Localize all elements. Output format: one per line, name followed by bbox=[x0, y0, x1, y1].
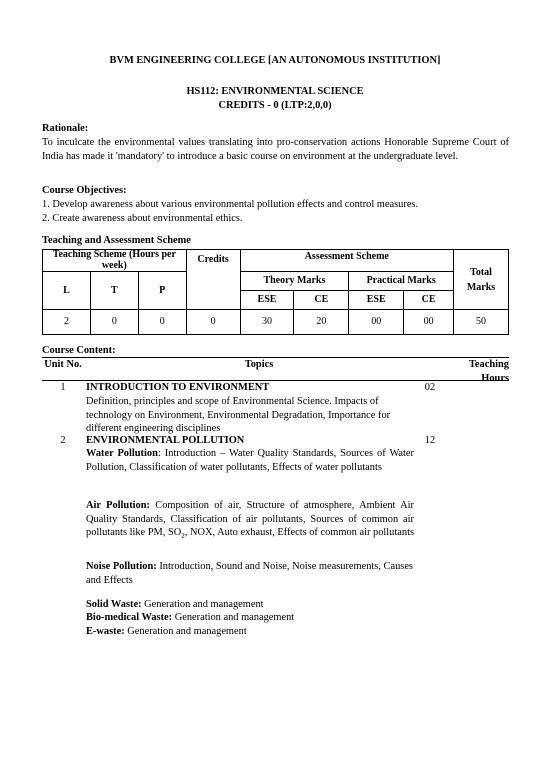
value-theory-ce: 20 bbox=[294, 310, 349, 335]
air-pollution-section bbox=[86, 499, 414, 542]
water-pollution-text: : Introduction – Water Quality Standards, Sources of Water Pollution, Classification of water pollutants, Effects of water pollutants bbox=[86, 448, 414, 473]
value-c: 0 bbox=[186, 310, 240, 335]
bio-medical-waste-section bbox=[86, 611, 414, 625]
total-marks-header bbox=[454, 250, 509, 310]
unit-number: 1 bbox=[60, 382, 66, 393]
credits-header: Credits bbox=[186, 250, 240, 310]
rationale-text: To inculcate the environmental values translating into pro-conservation actions Honorable Supreme Court of India has made it 'mandatory' to introduce a basic course on environment at the undergraduate level. bbox=[42, 137, 509, 162]
l-header: L bbox=[43, 272, 91, 310]
air-pollution-subscript: 2 bbox=[181, 532, 185, 541]
course-title: HS112: ENVIRONMENTAL SCIENCE bbox=[186, 86, 364, 97]
practical-ese-header: ESE bbox=[349, 291, 404, 310]
unit-hours: 02 bbox=[424, 382, 436, 393]
scheme-table bbox=[42, 249, 509, 335]
p-header: P bbox=[138, 272, 186, 310]
unit-title: INTRODUCTION TO ENVIRONMENT bbox=[86, 382, 270, 393]
value-theory-ese: 30 bbox=[240, 310, 294, 335]
air-pollution-label: Air Pollution: bbox=[86, 500, 150, 511]
theory-ce-header: CE bbox=[294, 291, 349, 310]
value-total: 50 bbox=[454, 310, 509, 335]
noise-pollution-section bbox=[86, 560, 414, 587]
objectives-list bbox=[42, 198, 418, 225]
air-pollution-text-cont: , NOX, Auto exhaust, Effects of common air pollutants bbox=[184, 527, 414, 539]
unit-hours: 12 bbox=[424, 435, 436, 446]
teaching-hours-header: Teaching Hours bbox=[468, 359, 509, 384]
theory-ese-header: ESE bbox=[240, 291, 294, 310]
course-credits: CREDITS - 0 (LTP:2,0,0) bbox=[218, 100, 332, 111]
noise-pollution-text: Introduction, Sound and Noise, Noise measurements, Causes and Effects bbox=[86, 561, 413, 586]
value-practical-ce: 00 bbox=[404, 310, 454, 335]
practical-ce-header: CE bbox=[404, 291, 454, 310]
total-label: Total bbox=[470, 266, 492, 278]
rationale-heading: Rationale: bbox=[42, 123, 89, 134]
unit-description: Definition, principles and scope of Environmental Science. Impacts of technology on Environment, Environmental Degradation, Importance for different engineering disciplines bbox=[86, 396, 391, 435]
water-pollution-label: Water Pollution bbox=[86, 448, 158, 459]
theory-marks-header: Theory Marks bbox=[240, 272, 349, 291]
solid-waste-section bbox=[86, 598, 414, 612]
t-header: T bbox=[90, 272, 138, 310]
unit-title: ENVIRONMENTAL POLLUTION bbox=[86, 435, 245, 446]
scheme-heading: Teaching and Assessment Scheme bbox=[42, 235, 191, 246]
college-title: BVM ENGINEERING COLLEGE [AN AUTONOMOUS INSTITUTION] bbox=[109, 55, 441, 66]
noise-pollution-label: Noise Pollution: bbox=[86, 561, 157, 572]
value-practical-ese: 00 bbox=[349, 310, 404, 335]
bio-medical-waste-label: Bio-medical Waste: bbox=[86, 612, 173, 623]
e-waste-label: E-waste: bbox=[86, 626, 125, 637]
objectives-heading: Course Objectives: bbox=[42, 185, 127, 196]
solid-waste-text: Generation and management bbox=[141, 599, 264, 610]
content-heading: Course Content: bbox=[42, 345, 116, 356]
unit-no-header: Unit No. bbox=[44, 359, 82, 370]
objective-item: 1. Develop awareness about various environmental pollution effects and control measures. bbox=[42, 199, 419, 210]
topics-header: Topics bbox=[244, 359, 274, 370]
e-waste-text: Generation and management bbox=[124, 626, 247, 637]
solid-waste-label: Solid Waste: bbox=[86, 599, 142, 610]
value-t: 0 bbox=[90, 310, 138, 335]
objective-item: 2. Create awareness about environmental ethics. bbox=[42, 212, 243, 224]
unit-number: 2 bbox=[60, 435, 66, 446]
value-p: 0 bbox=[138, 310, 186, 335]
teaching-scheme-header: Teaching Scheme (Hours per week) bbox=[43, 250, 187, 272]
water-pollution-section bbox=[86, 447, 414, 474]
marks-label: Marks bbox=[466, 281, 496, 293]
practical-marks-header: Practical Marks bbox=[349, 272, 454, 291]
e-waste-section bbox=[86, 625, 414, 639]
assessment-scheme-header: Assessment Scheme bbox=[240, 250, 453, 272]
value-l: 2 bbox=[43, 310, 91, 335]
air-pollution-text: Composition of air, Structure of atmosphere, Ambient Air Quality Standards, Classification of air pollutants, Sources of common air pollutants like PM, SO bbox=[86, 500, 414, 539]
content-table-header bbox=[42, 357, 509, 384]
bio-medical-waste-text: Generation and management bbox=[172, 612, 295, 623]
